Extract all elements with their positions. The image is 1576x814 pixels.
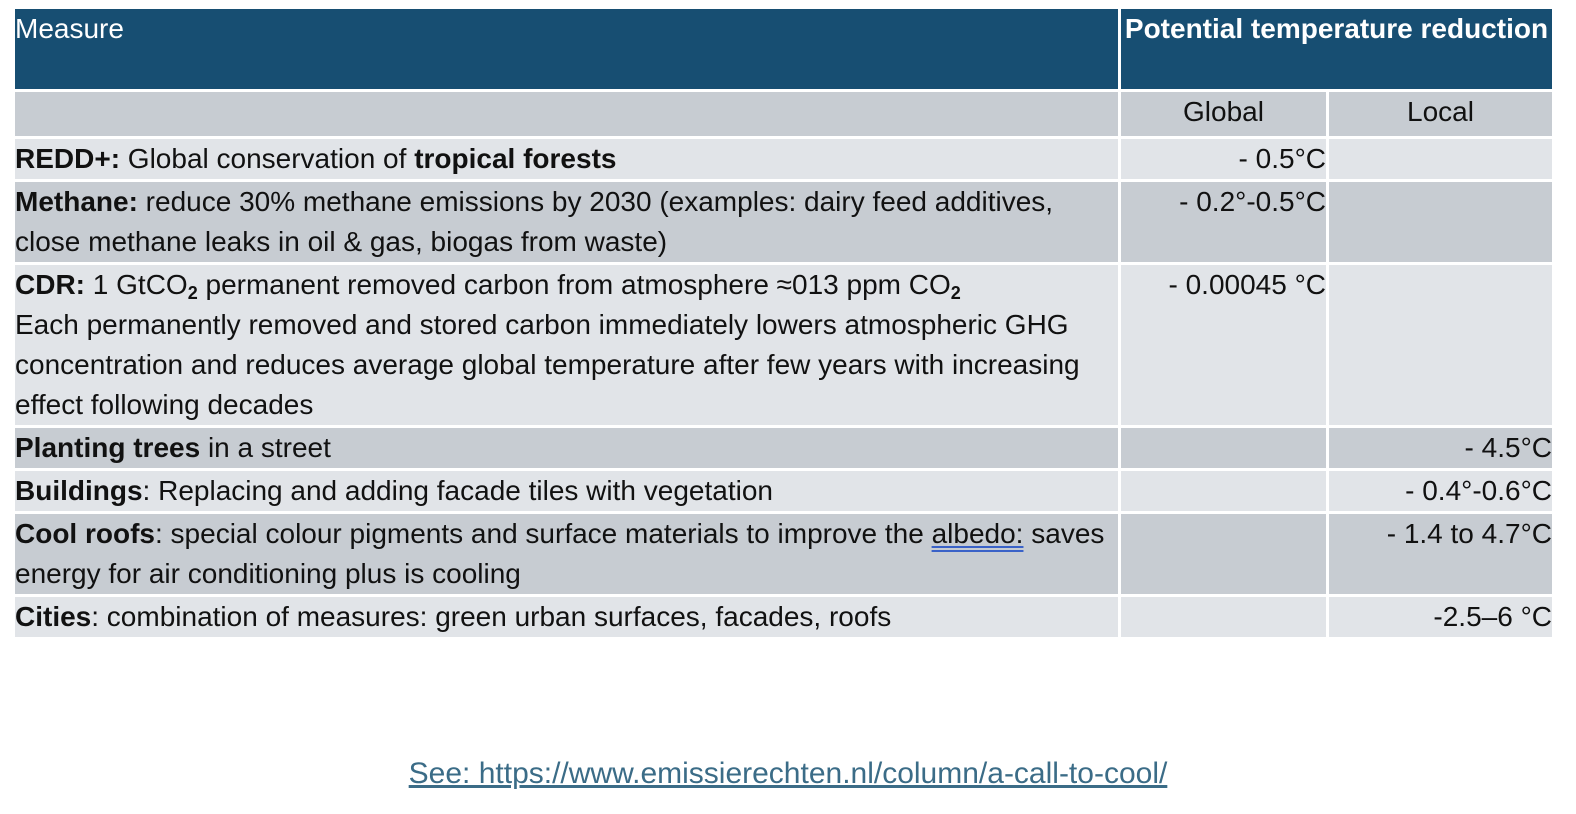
table-row (14, 596, 1554, 639)
measure-text: in a street (200, 432, 331, 463)
header-row (14, 8, 1554, 91)
header-measure: Measure (14, 8, 1120, 91)
measure-name: Cool roofs (15, 518, 155, 549)
table-row (14, 181, 1554, 264)
measure-name: REDD+: (15, 143, 121, 174)
measure-cell (14, 181, 1120, 264)
table-row (14, 138, 1554, 181)
measure-text: permanent removed carbon from atmosphere ≈013 ppm CO (197, 269, 951, 300)
measure-text: 1 GtCO (85, 269, 188, 300)
measure-description: Each permanently removed and stored carbon immediately lowers atmospheric GHG concentration and reduces average global temperature after few years with increasing effect following decades (15, 309, 1080, 420)
measure-emphasis: tropical forests (414, 143, 617, 174)
measure-text: : Replacing and adding facade tiles with vegetation (142, 475, 773, 506)
subheader-global: Global (1120, 91, 1328, 138)
measure-name: Planting trees (15, 432, 201, 463)
measure-text: reduce 30% methane emissions by 2030 (examples: dairy feed additives, close methane leaks in oil & gas, biogas from waste) (15, 186, 1054, 257)
measure-cell (14, 427, 1120, 470)
local-value: - 0.4°-0.6°C (1328, 470, 1554, 513)
local-value: - 1.4 to 4.7°C (1328, 513, 1554, 596)
measure-cell (14, 470, 1120, 513)
measure-text: saves energy for air conditioning plus is cooling (15, 518, 1105, 589)
global-value (1120, 427, 1328, 470)
measure-cell (14, 138, 1120, 181)
table-row (14, 513, 1554, 596)
table-row (14, 427, 1554, 470)
local-value (1328, 181, 1554, 264)
subheader-local: Local (1328, 91, 1554, 138)
global-value (1120, 596, 1328, 639)
measures-table (12, 6, 1555, 640)
local-value (1328, 138, 1554, 181)
table-row (14, 264, 1554, 427)
header-potential-reduction: Potential temperature reduction (1120, 8, 1554, 91)
subscript: 2 (950, 283, 961, 303)
measure-text: : special colour pigments and surface materials to improve the (155, 518, 932, 549)
measure-cell (14, 513, 1120, 596)
subheader-row (14, 91, 1554, 138)
local-value: - 4.5°C (1328, 427, 1554, 470)
measure-cell (14, 596, 1120, 639)
global-value: - 0.5°C (1120, 138, 1328, 181)
global-value (1120, 470, 1328, 513)
table-row (14, 470, 1554, 513)
measure-name: CDR: (15, 269, 85, 300)
measure-name: Cities (15, 601, 92, 632)
local-value: -2.5–6 °C (1328, 596, 1554, 639)
measure-text: : combination of measures: green urban surfaces, facades, roofs (91, 601, 892, 632)
measure-name: Methane: (15, 186, 138, 217)
subheader-blank (14, 91, 1120, 138)
global-value: - 0.2°-0.5°C (1120, 181, 1328, 264)
measure-cell (14, 264, 1120, 427)
source-link[interactable]: See: https://www.emissierechten.nl/column/a-call-to-cool/ (408, 757, 1168, 790)
subscript: 2 (187, 283, 198, 303)
local-value (1328, 264, 1554, 427)
global-value: - 0.00045 °C (1120, 264, 1328, 427)
albedo-link[interactable]: albedo: (931, 518, 1024, 549)
global-value (1120, 513, 1328, 596)
measure-name: Buildings (15, 475, 143, 506)
measure-text: Global conservation of (120, 143, 415, 174)
